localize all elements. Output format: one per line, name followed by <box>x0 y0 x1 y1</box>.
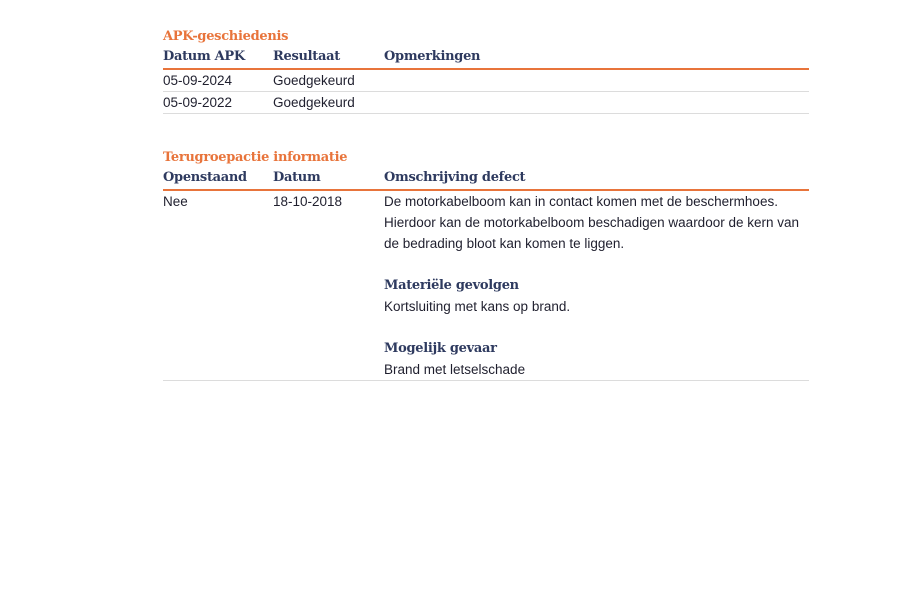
apk-remarks-cell <box>384 92 809 114</box>
recall-description-cell <box>384 190 809 381</box>
table-row <box>163 69 809 92</box>
recall-open-cell: Nee <box>163 190 273 381</box>
table-row <box>163 190 809 381</box>
column-header-omschrijving-defect: Omschrijving defect <box>384 166 809 190</box>
table-row <box>163 92 809 114</box>
apk-history-title: APK-geschiedenis <box>163 29 289 44</box>
recall-title: Terugroepactie informatie <box>163 150 348 165</box>
recall-section <box>163 149 809 381</box>
recall-table <box>163 166 809 381</box>
danger-heading: Mogelijk gevaar <box>384 341 497 356</box>
apk-date-cell: 05-09-2024 <box>163 69 273 92</box>
defect-description: De motorkabelboom kan in contact komen met de beschermhoes. Hierdoor kan de motorkabelboom beschadigen waardoor de kern van de bedrading bloot kan komen te liggen. <box>384 194 799 251</box>
apk-result-cell: Goedgekeurd <box>273 69 384 92</box>
column-header-datum: Datum <box>273 166 384 190</box>
column-header-opmerkingen: Opmerkingen <box>384 45 809 69</box>
apk-header-row <box>163 45 809 69</box>
column-header-openstaand: Openstaand <box>163 166 273 190</box>
apk-history-section <box>163 28 809 114</box>
consequences-heading: Materiële gevolgen <box>384 278 519 293</box>
recall-date-cell: 18-10-2018 <box>273 190 384 381</box>
danger-text: Brand met letselschade <box>384 362 526 377</box>
apk-date-cell: 05-09-2022 <box>163 92 273 114</box>
consequences-text: Kortsluiting met kans op brand. <box>384 299 571 314</box>
recall-header-row <box>163 166 809 190</box>
apk-result-cell: Goedgekeurd <box>273 92 384 114</box>
apk-remarks-cell <box>384 69 809 92</box>
apk-history-table <box>163 45 809 114</box>
column-header-datum-apk: Datum APK <box>163 45 273 69</box>
column-header-resultaat: Resultaat <box>273 45 384 69</box>
